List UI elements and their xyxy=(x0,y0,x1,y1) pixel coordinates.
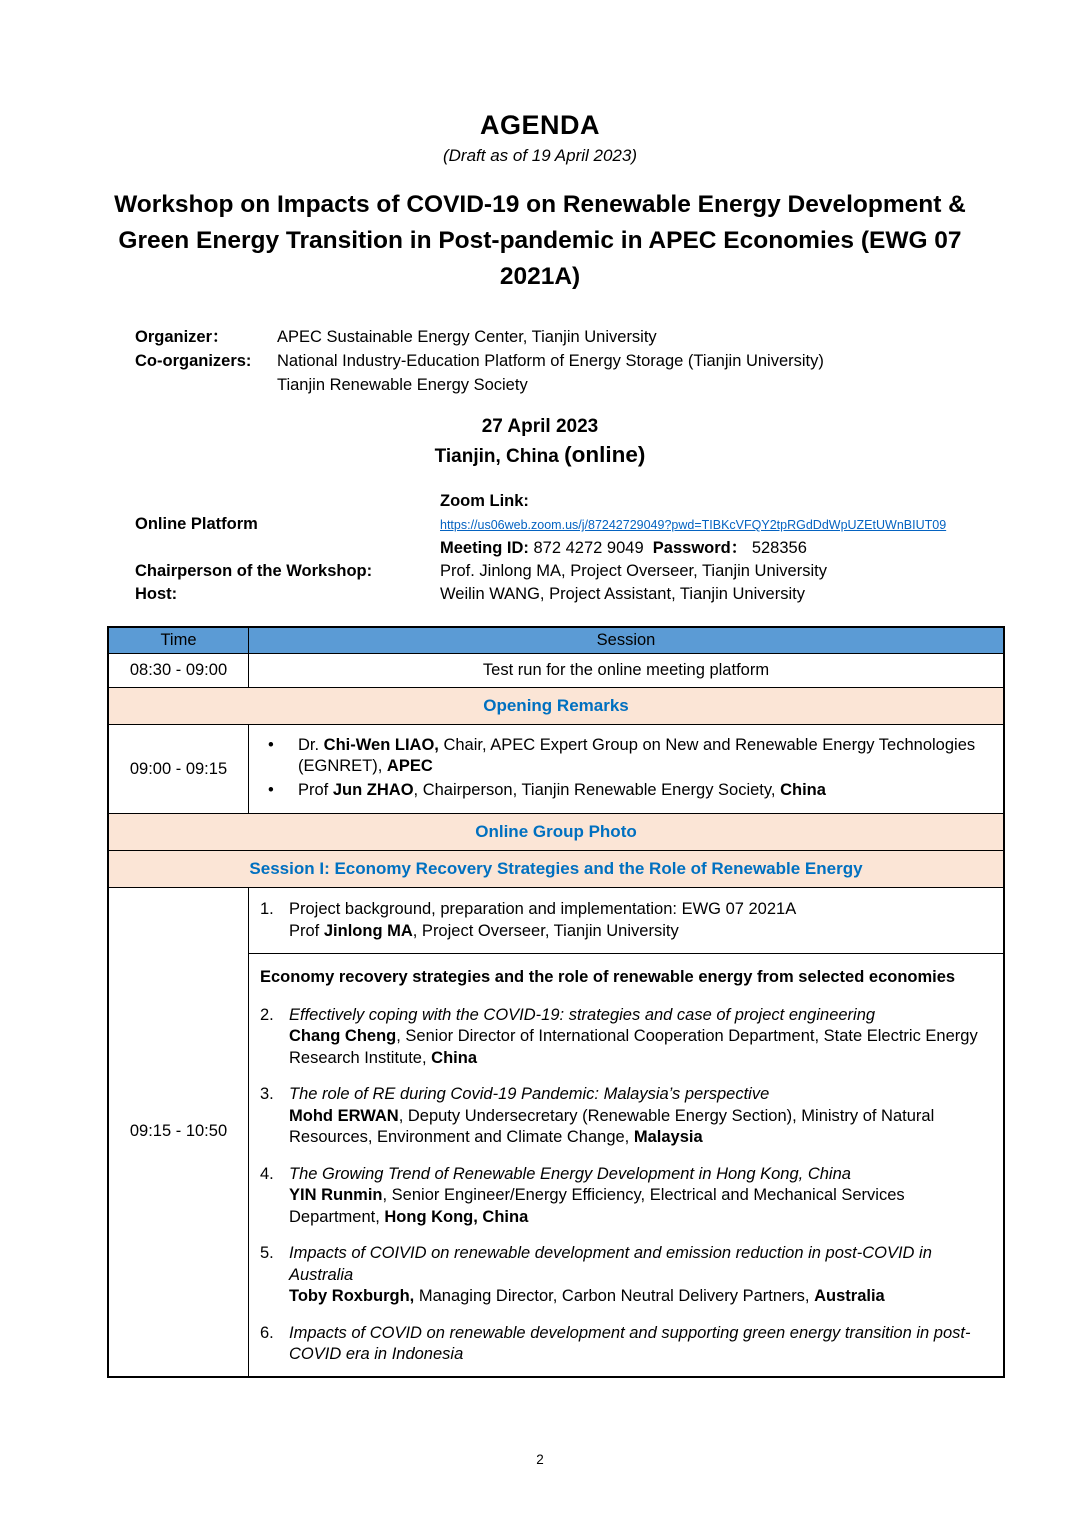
agenda-item xyxy=(249,899,1003,942)
agenda-item-list xyxy=(249,1005,1003,1366)
bullet-item xyxy=(264,780,991,801)
draft-note: (Draft as of 19 April 2023) xyxy=(442,146,637,165)
session-cell xyxy=(249,725,1003,813)
page-number: 2 xyxy=(536,1452,544,1467)
session-subcell-items xyxy=(249,954,1003,1376)
event-location xyxy=(0,440,1080,472)
time-cell: 09:00 - 09:15 xyxy=(109,725,249,813)
host-value: Weilin WANG, Project Assistant, Tianjin University xyxy=(440,585,805,603)
coorganizers-value-1: National Industry-Education Platform of Energy Storage (Tianjin University) xyxy=(277,352,824,370)
organizer-value: APEC Sustainable Energy Center, Tianjin University xyxy=(277,328,657,346)
spacer xyxy=(135,490,440,513)
time-cell: 08:30 - 09:00 xyxy=(109,654,249,687)
coorganizers-label: Co-organizers: xyxy=(135,352,252,370)
spacer xyxy=(135,537,440,560)
event-mode: (online) xyxy=(564,442,646,467)
event-block xyxy=(0,413,1080,472)
time-cell: 09:15 - 10:50 xyxy=(109,888,249,1376)
time-column-header: Time xyxy=(109,628,249,653)
item-number: 6. xyxy=(260,1323,274,1342)
agenda-item xyxy=(249,1084,1003,1149)
agenda-item xyxy=(249,1323,1003,1366)
item-number: 1. xyxy=(260,900,274,918)
event-city: Tianjin, China xyxy=(434,446,565,467)
bullet-item xyxy=(264,735,991,777)
agenda-item xyxy=(249,1164,1003,1229)
bullet-text: • Dr. Chi-Wen LIAO, Chair, APEC Expert Group on New and Renewable Energy Technologies (EGNRET), APEC xyxy=(298,736,976,775)
organizer-label: Organizer： xyxy=(135,328,229,346)
zoom-link[interactable]: https://us06web.zoom.us/j/87242729049?pwd=TIBKcVFQY2tpRGdDdWpUZEtUWnBIUT09 xyxy=(440,518,947,532)
page-title: AGENDA xyxy=(479,110,600,140)
bullet-text: • Prof Jun ZHAO, Chairperson, Tianjin Renewable Energy Society, China xyxy=(298,781,826,799)
workshop-title: Workshop on Impacts of COVID-19 on Renewable Energy Development & Green Energy Transition in Post-pandemic in APEC Economies (EWG 07 2021A) xyxy=(114,191,966,290)
session-subcell-item-1 xyxy=(249,888,1003,954)
spacer xyxy=(135,373,277,397)
section-row-group-photo: Online Group Photo xyxy=(109,813,1003,850)
section-row-opening-remarks: Opening Remarks xyxy=(109,687,1003,724)
platform-block xyxy=(135,490,1080,606)
item-text: The Growing Trend of Renewable Energy Development in Hong Kong, China YIN Runmin, Senior Engineer/Energy Efficiency, Electrical and Mechanical Services Department, Hong Kong, China xyxy=(289,1164,905,1226)
event-date: 27 April 2023 xyxy=(481,416,599,437)
online-platform-label: Online Platform xyxy=(135,515,258,533)
chairperson-label: Chairperson of the Workshop: xyxy=(135,562,373,580)
host-label: Host: xyxy=(135,585,178,603)
table-header-row xyxy=(109,628,1003,653)
item-number: 2. xyxy=(260,1005,274,1024)
session-column-header: Session xyxy=(596,631,656,649)
item-number: 5. xyxy=(260,1244,274,1262)
item-number: 3. xyxy=(260,1085,274,1103)
agenda-table xyxy=(107,626,1005,1378)
table-row xyxy=(109,653,1003,687)
session-subheader: Economy recovery strategies and the role of renewable energy from selected economies xyxy=(260,968,956,986)
item-number: 4. xyxy=(260,1164,274,1183)
session-cell xyxy=(249,888,1003,1376)
item-text: Impacts of COIVID on renewable development and emission reduction in post-COVID in Australia Toby Roxburgh, Managing Director, Carbon Neutral Delivery Partners, Australia xyxy=(289,1244,932,1305)
agenda-item xyxy=(249,1243,1003,1308)
table-row xyxy=(109,724,1003,813)
meeting-id-line: Meeting ID: 872 4272 9049 Password： 528356 xyxy=(440,539,807,557)
coorganizers-value-2: Tianjin Renewable Energy Society xyxy=(277,376,528,394)
organizers-block xyxy=(135,325,1080,397)
item-text: The role of RE during Covid-19 Pandemic: Malaysia’s perspective Mohd ERWAN, Deputy Undersecretary (Renewable Energy Section), Ministry of Natural Resources, Environment and Climate Change, Malaysia xyxy=(289,1085,935,1146)
zoom-link-label: Zoom Link: xyxy=(440,492,529,510)
agenda-item xyxy=(249,1005,1003,1070)
session-cell: Test run for the online meeting platform xyxy=(482,661,770,679)
item-text: Project background, preparation and implementation: EWG 07 2021A Prof Jinlong MA, Project Overseer, Tianjin University xyxy=(289,900,797,940)
item-text: Effectively coping with the COVID-19: strategies and case of project engineering Chang Cheng, Senior Director of International Cooperation Department, State Electric Energy Research Institute, China xyxy=(289,1005,978,1067)
item-text: Impacts of COVID on renewable development and supporting green energy transition in post-COVID era in Indonesia xyxy=(289,1323,971,1363)
speaker-bullet-list xyxy=(264,735,991,801)
section-row-session-1: Session I: Economy Recovery Strategies and the Role of Renewable Energy xyxy=(109,850,1003,887)
chairperson-value: Prof. Jinlong MA, Project Overseer, Tianjin University xyxy=(440,562,827,580)
table-row xyxy=(109,887,1003,1376)
